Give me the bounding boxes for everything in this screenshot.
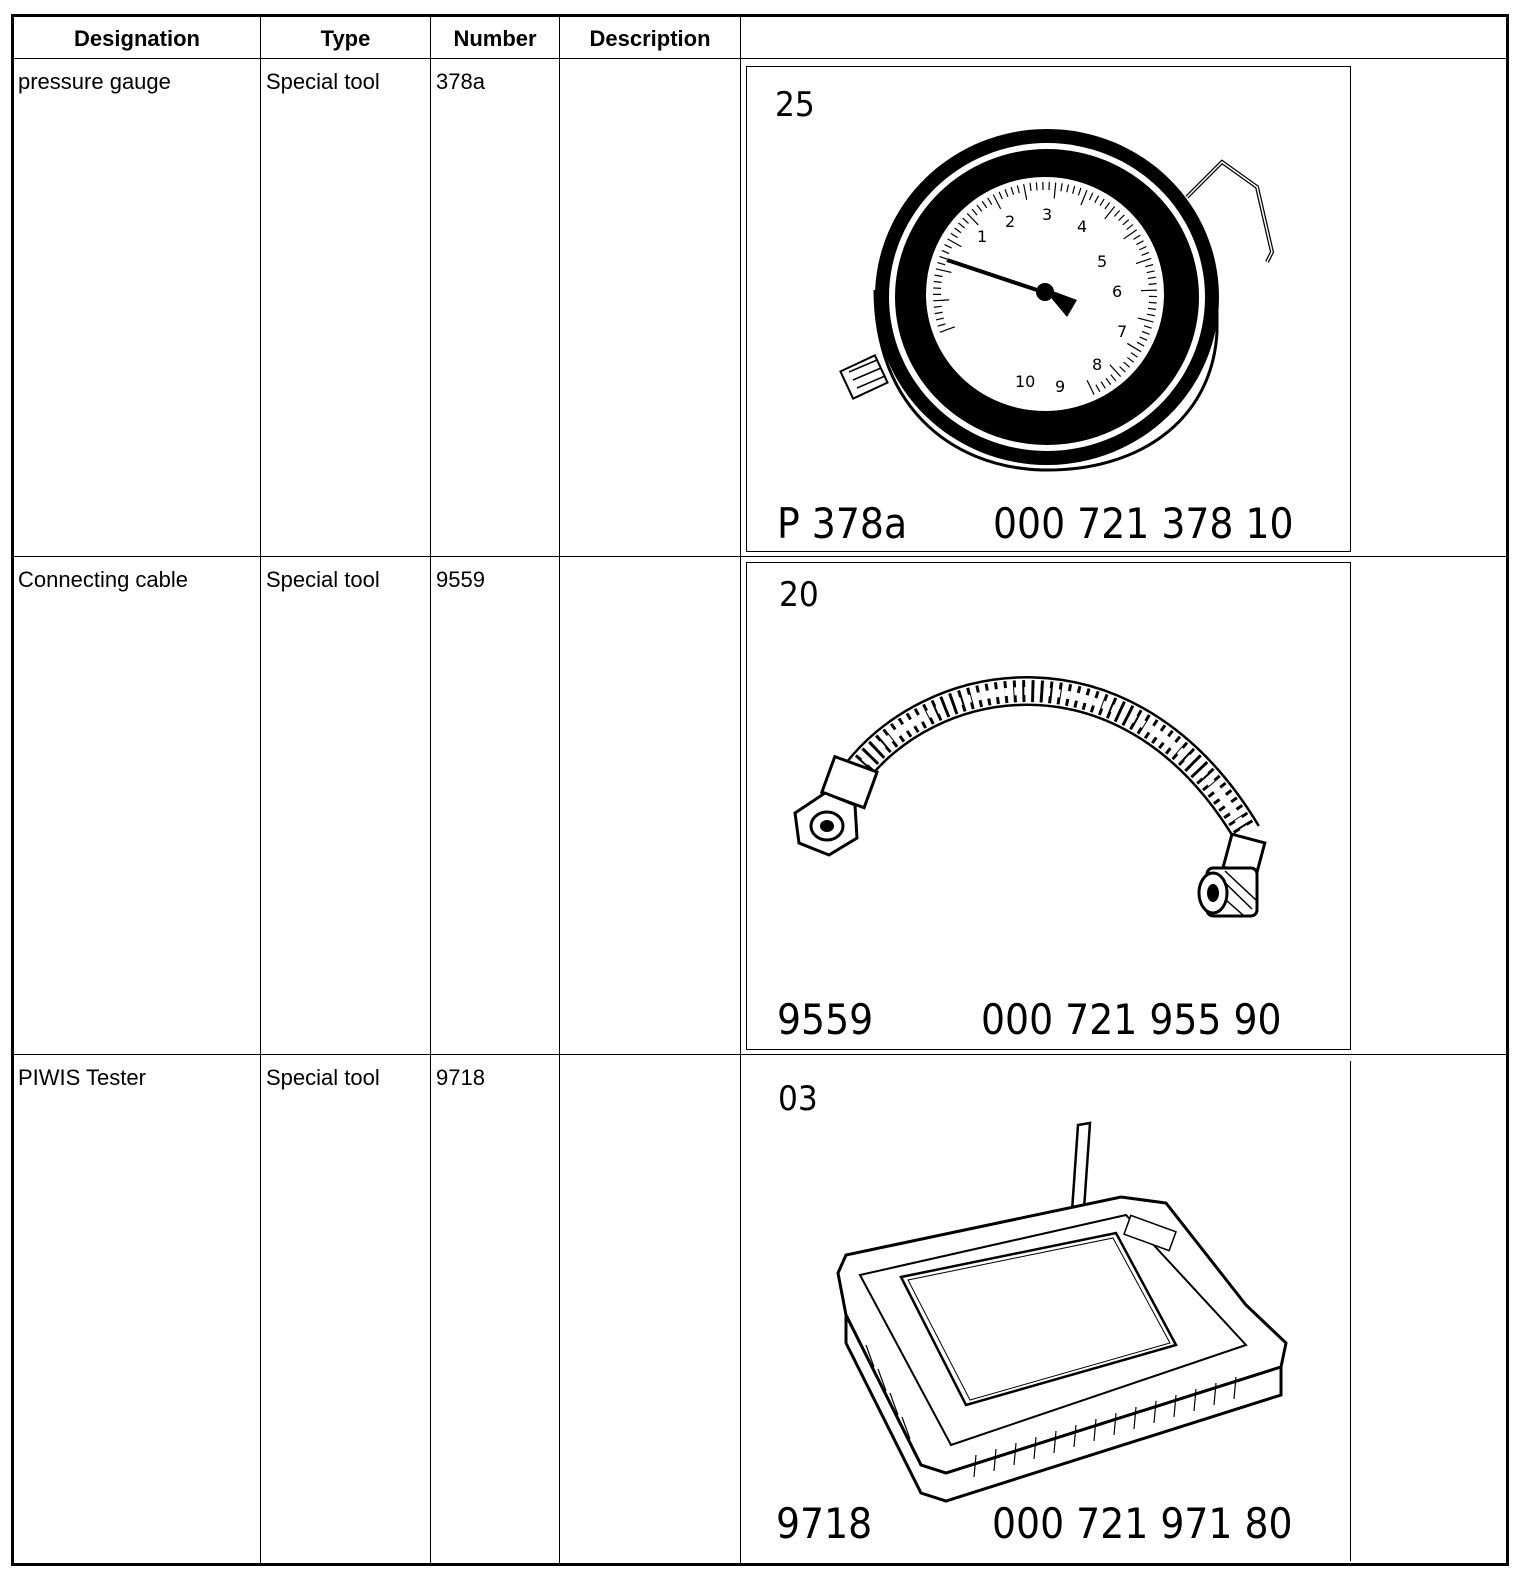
part-number: 000 721 971 80	[992, 1499, 1293, 1548]
column-divider	[430, 17, 431, 1563]
special-tools-table	[11, 14, 1509, 1566]
row2-type: Special tool	[266, 567, 380, 592]
tool-code: P 378a	[777, 499, 908, 548]
row-divider	[14, 1054, 1506, 1055]
part-number: 000 721 955 90	[981, 995, 1282, 1044]
column-divider	[740, 17, 741, 1563]
column-divider	[260, 17, 261, 1563]
row2-number: 9559	[436, 567, 485, 592]
piwis-tester-icon	[826, 1105, 1306, 1505]
header-designation: Designation	[74, 26, 200, 51]
dial-tick	[1141, 290, 1157, 291]
row1-number: 378a	[436, 69, 485, 94]
connecting-cable-figure	[746, 562, 1351, 1050]
pressure-gauge-figure	[746, 66, 1351, 552]
dial-label: 1	[977, 227, 988, 246]
tool-code: 9718	[776, 1499, 873, 1548]
dial-label: 8	[1092, 355, 1103, 374]
dial-label: 2	[1005, 212, 1016, 231]
figure-border	[1350, 1061, 1351, 1561]
column-divider	[559, 17, 560, 1563]
header-number: Number	[453, 26, 537, 51]
header-description: Description	[589, 26, 711, 51]
dial-tick	[1036, 182, 1037, 190]
figure-index: 20	[779, 575, 819, 615]
row3-designation: PIWIS Tester	[18, 1065, 146, 1090]
piwis-tester-figure	[746, 1065, 1350, 1559]
figure-index: 03	[778, 1079, 818, 1119]
row1-designation: pressure gauge	[18, 69, 171, 94]
pressure-gauge-icon	[827, 122, 1307, 482]
dial-tick	[1149, 284, 1157, 285]
dial-label: 3	[1042, 205, 1053, 224]
dial-label: 7	[1117, 322, 1128, 341]
dial-label: 9	[1055, 377, 1066, 396]
connecting-cable-icon	[777, 643, 1297, 953]
dial-label: 6	[1112, 282, 1123, 301]
header-type: Type	[320, 26, 371, 51]
dial-label: 10	[1015, 372, 1036, 391]
row2-designation: Connecting cable	[18, 567, 189, 592]
figure-index: 25	[775, 85, 815, 125]
row3-type: Special tool	[266, 1065, 380, 1090]
dial-label: 4	[1077, 217, 1088, 236]
part-number: 000 721 378 10	[993, 499, 1294, 548]
dial-tick	[1149, 302, 1157, 303]
tool-code: 9559	[777, 995, 874, 1044]
row-divider	[14, 556, 1506, 557]
row1-type: Special tool	[266, 69, 380, 94]
row3-number: 9718	[436, 1065, 485, 1090]
dial-label: 5	[1097, 252, 1108, 271]
